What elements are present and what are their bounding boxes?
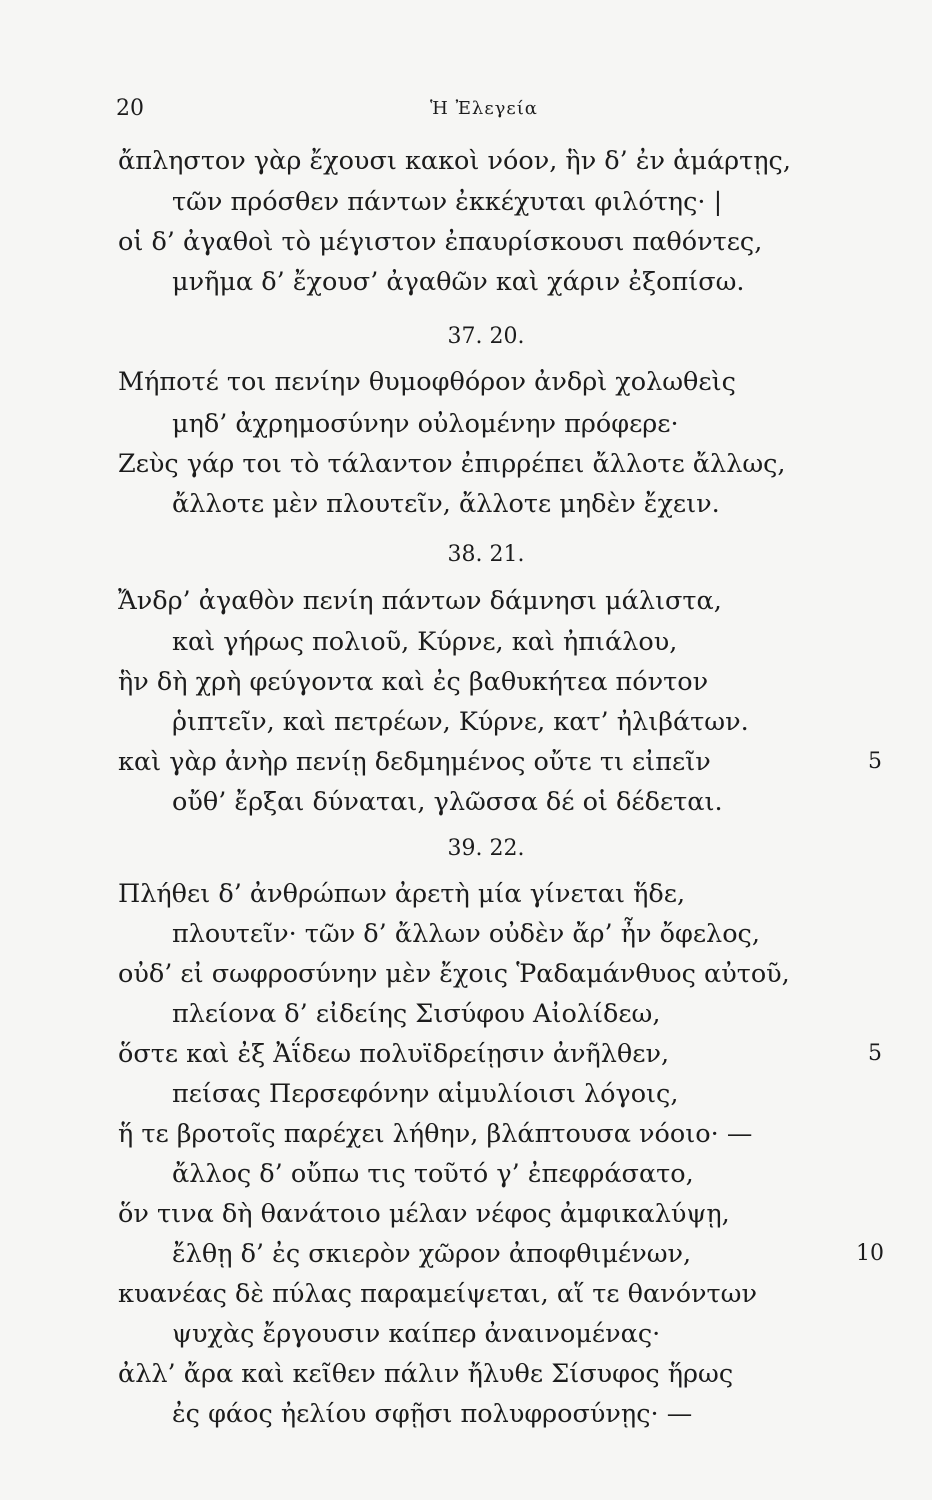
verse-line: ψυχὰς ἔργουσιν καίπερ ἀναινομένας· bbox=[172, 1319, 661, 1349]
verse-line: ὅν τινα δὴ θανάτοιο μέλαν νέφος ἀμφικαλύψῃ, bbox=[118, 1199, 730, 1229]
verse-line: Μήποτέ τοι πενίην θυμοφθόρον ἀνδρὶ χολωθεὶς bbox=[118, 367, 736, 397]
verse-line: Ἄνδρ’ ἀγαθὸν πενίη πάντων δάμνησι μάλιστα, bbox=[118, 586, 722, 616]
verse-line: οὔθ’ ἔρξαι δύναται, γλῶσσα δέ οἱ δέδεται. bbox=[172, 787, 723, 817]
verse-line: οἱ δ’ ἀγαθοὶ τὸ μέγιστον ἐπαυρίσκουσι παθόντες, bbox=[118, 227, 763, 257]
verse-line: ῥιπτεῖν, καὶ πετρέων, Κύρνε, κατ’ ἠλιβάτων. bbox=[172, 707, 749, 737]
poem-heading: 38. 21. bbox=[447, 542, 525, 567]
verse-line: ἣν δὴ χρὴ φεύγοντα καὶ ἐς βαθυκήτεα πόντον bbox=[118, 667, 709, 697]
verse-line: καὶ γὰρ ἀνὴρ πενίῃ δεδμημένος οὔτε τι εἰπεῖν bbox=[118, 747, 711, 777]
verse-line: πείσας Περσεφόνην αἱμυλίοισι λόγοις, bbox=[172, 1079, 679, 1109]
line-number: 5 bbox=[868, 1041, 882, 1066]
running-title: Ἡ Ἐλεγεία bbox=[430, 98, 538, 119]
verse-line: πλείονα δ’ εἰδείης Σισύφου Αἰολίδεω, bbox=[172, 999, 661, 1029]
verse-line: ἄλλοτε μὲν πλουτεῖν, ἄλλοτε μηδὲν ἔχειν. bbox=[172, 489, 720, 519]
page-header bbox=[0, 96, 932, 132]
verse-line: ἄπληστον γὰρ ἔχουσι κακοὶ νόον, ἣν δ’ ἐν ἁμάρτῃς, bbox=[118, 146, 791, 176]
verse-line: ἔλθῃ δ’ ἐς σκιερὸν χῶρον ἀποφθιμένων, bbox=[172, 1239, 692, 1269]
verse-line: ὅστε καὶ ἐξ Ἀΐδεω πολυϊδρείῃσιν ἀνῆλθεν, bbox=[118, 1039, 670, 1069]
verse-line: Πλήθει δ’ ἀνθρώπων ἀρετὴ μία γίνεται ἥδε, bbox=[118, 879, 686, 909]
line-number: 5 bbox=[868, 749, 882, 774]
verse-line: ἀλλ’ ἄρα καὶ κεῖθεν πάλιν ἤλυθε Σίσυφος ἥρως bbox=[118, 1359, 734, 1389]
verse-line: τῶν πρόσθεν πάντων ἐκκέχυται φιλότης· | bbox=[172, 187, 723, 217]
poem-heading: 37. 20. bbox=[447, 324, 525, 349]
verse-line: μνῆμα δ’ ἔχουσ’ ἀγαθῶν καὶ χάριν ἐξοπίσω. bbox=[172, 267, 745, 297]
verse-line: οὐδ’ εἰ σωφροσύνην μὲν ἔχοις Ῥαδαμάνθυος αὐτοῦ, bbox=[118, 959, 790, 989]
verse-line: ἥ τε βροτοῖς παρέχει λήθην, βλάπτουσα νόοιο· — bbox=[118, 1119, 753, 1149]
verse-line: καὶ γήρως πολιοῦ, Κύρνε, καὶ ἠπιάλου, bbox=[172, 627, 678, 657]
poem-heading: 39. 22. bbox=[447, 836, 525, 861]
verse-line: Ζεὺς γάρ τοι τὸ τάλαντον ἐπιρρέπει ἄλλοτε ἄλλως, bbox=[118, 449, 786, 479]
verse-line: ἄλλος δ’ οὔπω τις τοῦτό γ’ ἐπεφράσατο, bbox=[172, 1159, 694, 1189]
verse-line: ἐς φάος ἠελίου σφῇσι πολυφροσύνῃς· — bbox=[172, 1399, 693, 1429]
page-number: 20 bbox=[116, 96, 144, 121]
line-number: 10 bbox=[856, 1241, 884, 1266]
verse-line: μηδ’ ἀχρημοσύνην οὐλομένην πρόφερε· bbox=[172, 409, 679, 439]
verse-line: πλουτεῖν· τῶν δ’ ἄλλων οὐδὲν ἄρ’ ἦν ὄφελος, bbox=[172, 919, 760, 949]
verse-line: κυανέας δὲ πύλας παραμείψεται, αἵ τε θανόντων bbox=[118, 1279, 757, 1309]
